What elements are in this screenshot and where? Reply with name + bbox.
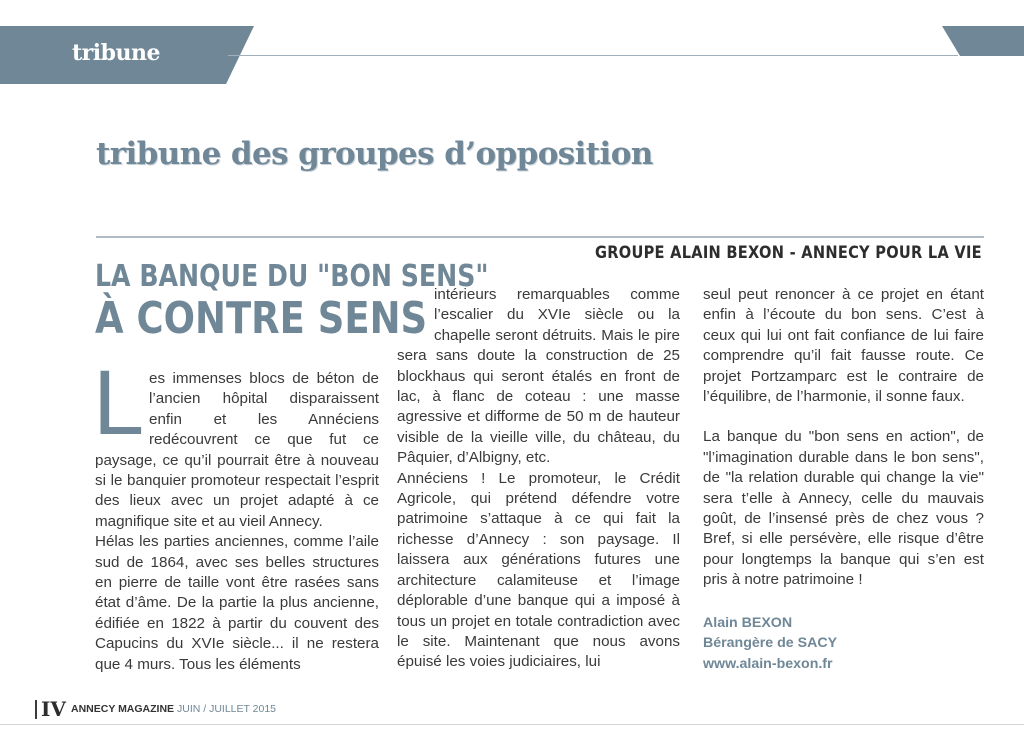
paragraph: seul peut renoncer à ce projet en étant enfin à l’écoute du bon sens. C’est à ceux qui lui ont fait confiance de lui faire comprendre qu’il fait fausse route. Ce projet Portzamparc est le contraire de l’équilibre, de l’harmonie, il sonne faux. [703,286,984,406]
section-label: tribune [72,40,160,66]
section-band-line [228,55,958,56]
paragraph: intérieurs remarquables comme l’escalier du XVIe siècle ou la chapelle seront détruits. Mais le pire sera sans doute la construction de 25 blockhaus qui seront étalés en front de lac, à flanc de coteau : une masse agressive et difforme de 50 m de hauteur visible de la vieille ville, du château, du Pâquier, d’Albigny, etc. [397,286,680,467]
paragraph: es immenses blocs de béton de l’ancien hôpital disparaissent enfin et les Annéciens redécouvrent ce que fut ce paysage, ce qu’il pourrait être à nouveau si le banquier promoteur respectait l’esprit des lieux avec un projet adapté à ce magnifique site et au vieil Annecy. [95,370,379,530]
paragraph: Annéciens ! Le promoteur, le Crédit Agricole, qui prétend défendre votre patrimoine s’attaque à ce qui fait la richesse d’Annecy : son paysage. Il laissera aux générations futures une architecture calamiteuse et l’image déplorable d’une banque qui a imposé à tous un projet en totale contradiction avec le site. Maintenant que nous avons épuisé les voies judiciaires, lui [397,469,680,671]
paragraph: Hélas les parties anciennes, comme l’aile sud de 1864, avec ses belles structures en pierre de taille vont être rasées sans état d’âme. De la partie la plus ancienne, édifiée en 1822 à partir du couvent des Capucins du XVIe siècle... il ne restera que 4 murs. Tous les éléments [95,533,379,673]
footer-line [0,724,1024,725]
group-name: GROUPE ALAIN BEXON - ANNECY POUR LA VIE [595,243,982,263]
headline-line-2: À CONTRE SENS [95,293,428,344]
magazine-name: ANNECY MAGAZINE [71,703,175,715]
dropcap [93,352,145,454]
section-band-right [942,26,1024,56]
title-divider [96,236,984,238]
signature-website: www.alain-bexon.fr [703,655,833,672]
footer-magazine [71,703,276,715]
dropcap-letter: L [93,352,145,454]
signature-name: Alain BEXON [703,614,793,631]
signatures [703,613,984,674]
page-title: tribune des groupes d’opposition [96,136,653,172]
page-number: IV [41,697,66,721]
signature-name: Bérangère de SACY [703,635,838,652]
headline-line-1: LA BANQUE DU "BON SENS" [95,259,489,294]
footer-bar [35,700,37,719]
article-column-2 [397,285,680,673]
issue-date: JUIN / JUILLET 2015 [176,703,277,715]
paragraph: La banque du "bon sens en action", de "l’imagination durable dans le bon sens", de "la relation durable qui change la vie" sera t’elle à Annecy, celle du mauvais goût, de l’insensé près de chez vous ? Bref, si elle persévère, elle risque d’être pour longtemps la banque qui s’en est pris à notre patrimoine ! [703,428,984,589]
article-column-3 [703,285,984,674]
article-column-1 [93,352,379,675]
article-headline [95,258,489,344]
